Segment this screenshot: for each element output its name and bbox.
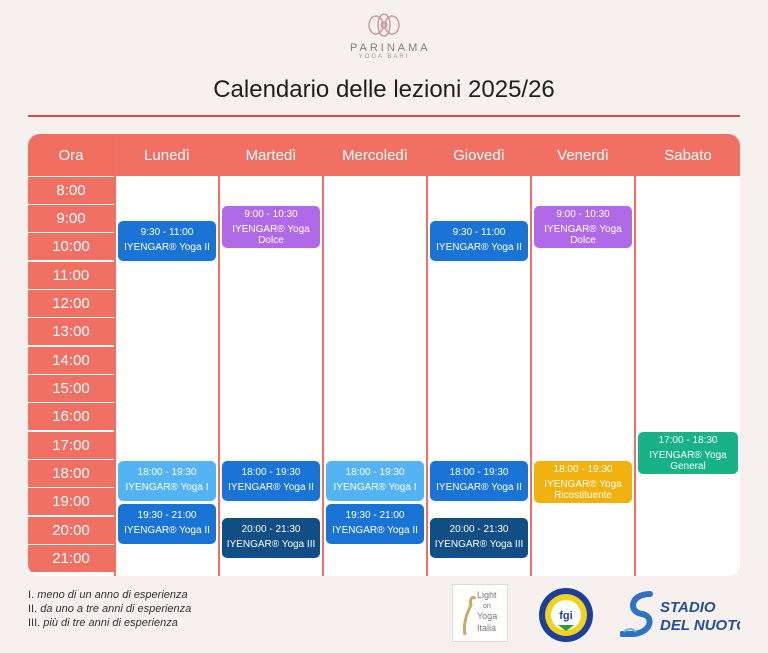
title-divider — [28, 115, 740, 117]
event-time: 9:00 - 10:30 — [244, 209, 298, 220]
class-event[interactable] — [118, 221, 216, 261]
legend-text: da uno a tre anni di esperienza — [40, 603, 192, 615]
brand-sub: YOGA BARI — [358, 54, 410, 60]
event-name: IYENGAR® Yoga II — [228, 482, 314, 493]
class-event[interactable] — [222, 461, 320, 501]
hour-cell: 21:00 — [28, 545, 114, 572]
event-name: IYENGAR® Yoga Dolce — [232, 224, 310, 246]
event-time: 18:00 - 19:30 — [449, 467, 509, 478]
day-header-sabato: Sabato — [636, 134, 740, 176]
day-header-venerdi: Venerdì — [532, 134, 634, 176]
class-event[interactable] — [430, 221, 528, 261]
column-divider — [114, 134, 116, 576]
event-time: 20:00 - 21:30 — [241, 524, 301, 535]
svg-text:Light: Light — [477, 590, 497, 600]
hour-cell: 15:00 — [28, 375, 114, 402]
day-header-mercoledi: Mercoledì — [324, 134, 426, 176]
federation-badge-logo — [538, 587, 594, 648]
time-column-header: Ora — [28, 134, 114, 176]
day-header-lunedi: Lunedì — [116, 134, 218, 176]
event-name: IYENGAR® Yoga Ricostituente — [544, 479, 622, 501]
class-event[interactable] — [326, 504, 424, 544]
event-time: 9:30 - 11:00 — [140, 227, 194, 238]
class-event[interactable] — [430, 461, 528, 501]
page-title: Calendario delle lezioni 2025/26 — [213, 76, 555, 103]
brand-name: PARINAMA — [350, 42, 431, 54]
legend-item — [28, 616, 191, 630]
svg-text:Italia: Italia — [477, 623, 497, 633]
event-time: 19:30 - 21:00 — [137, 510, 197, 521]
event-name: IYENGAR® Yoga III — [434, 539, 524, 550]
hour-cell: 12:00 — [28, 290, 114, 317]
event-time: 20:00 - 21:30 — [449, 524, 509, 535]
event-name: IYENGAR® Yoga II — [124, 525, 210, 536]
event-time: 9:30 - 11:00 — [452, 227, 506, 238]
column-divider — [426, 134, 428, 576]
event-name: IYENGAR® Yoga I — [125, 482, 209, 493]
class-event[interactable] — [222, 206, 320, 248]
event-name: IYENGAR® Yoga Dolce — [544, 224, 622, 246]
event-time: 18:00 - 19:30 — [345, 467, 405, 478]
event-time: 18:00 - 19:30 — [241, 467, 301, 478]
svg-text:DEL NUOTO: DEL NUOTO — [660, 617, 740, 634]
event-name: IYENGAR® Yoga III — [226, 539, 316, 550]
event-name: IYENGAR® Yoga General — [649, 450, 727, 472]
column-divider — [634, 134, 636, 576]
class-event[interactable] — [430, 518, 528, 558]
event-time: 17:00 - 18:30 — [658, 435, 718, 446]
class-event[interactable] — [534, 461, 632, 503]
hour-cell: 19:00 — [28, 488, 114, 515]
event-name: IYENGAR® Yoga II — [332, 525, 418, 536]
event-name: IYENGAR® Yoga I — [333, 482, 417, 493]
event-name: IYENGAR® Yoga II — [124, 242, 210, 253]
event-time: 9:00 - 10:30 — [556, 209, 610, 220]
svg-text:Yoga: Yoga — [477, 611, 498, 621]
hour-cell: 16:00 — [28, 403, 114, 430]
legend-num: II. — [28, 603, 38, 615]
hour-cell: 11:00 — [28, 262, 114, 289]
hour-cell: 8:00 — [28, 177, 114, 204]
legend-item — [28, 602, 191, 616]
hour-cell: 18:00 — [28, 460, 114, 487]
class-event[interactable] — [118, 461, 216, 501]
svg-text:STADIO: STADIO — [660, 599, 716, 616]
svg-text:fgi: fgi — [559, 610, 573, 622]
event-time: 19:30 - 21:00 — [345, 510, 405, 521]
event-name: IYENGAR® Yoga II — [436, 482, 522, 493]
hour-cell: 14:00 — [28, 347, 114, 374]
class-event[interactable] — [534, 206, 632, 248]
class-event[interactable] — [118, 504, 216, 544]
hour-cell: 10:00 — [28, 233, 114, 260]
stadio-del-nuoto-logo — [620, 588, 740, 645]
column-divider — [322, 134, 324, 576]
lotus-icon — [365, 10, 403, 40]
class-event[interactable] — [326, 461, 424, 501]
hour-cell: 17:00 — [28, 432, 114, 459]
hour-cell: 20:00 — [28, 517, 114, 544]
day-header-giovedi: Giovedì — [428, 134, 530, 176]
hour-cell: 13:00 — [28, 318, 114, 345]
legend-text: meno di un anno di esperienza — [37, 589, 188, 601]
light-on-yoga-logo — [452, 584, 508, 642]
svg-text:on: on — [483, 603, 491, 610]
class-event[interactable] — [638, 432, 738, 474]
legend-item — [28, 588, 191, 602]
hour-cell: 9:00 — [28, 205, 114, 232]
event-time: 18:00 - 19:30 — [137, 467, 197, 478]
column-divider — [218, 134, 220, 576]
column-divider — [530, 134, 532, 576]
class-event[interactable] — [222, 518, 320, 558]
parinama-logo — [350, 10, 431, 60]
legend-num: III. — [28, 617, 41, 629]
legend-num: I. — [28, 589, 35, 601]
event-time: 18:00 - 19:30 — [553, 464, 613, 475]
legend-text: più di tre anni di esperienza — [43, 617, 178, 629]
day-header-martedi: Martedì — [220, 134, 322, 176]
event-name: IYENGAR® Yoga II — [436, 242, 522, 253]
schedule-table — [28, 134, 740, 576]
level-legend — [28, 588, 191, 630]
